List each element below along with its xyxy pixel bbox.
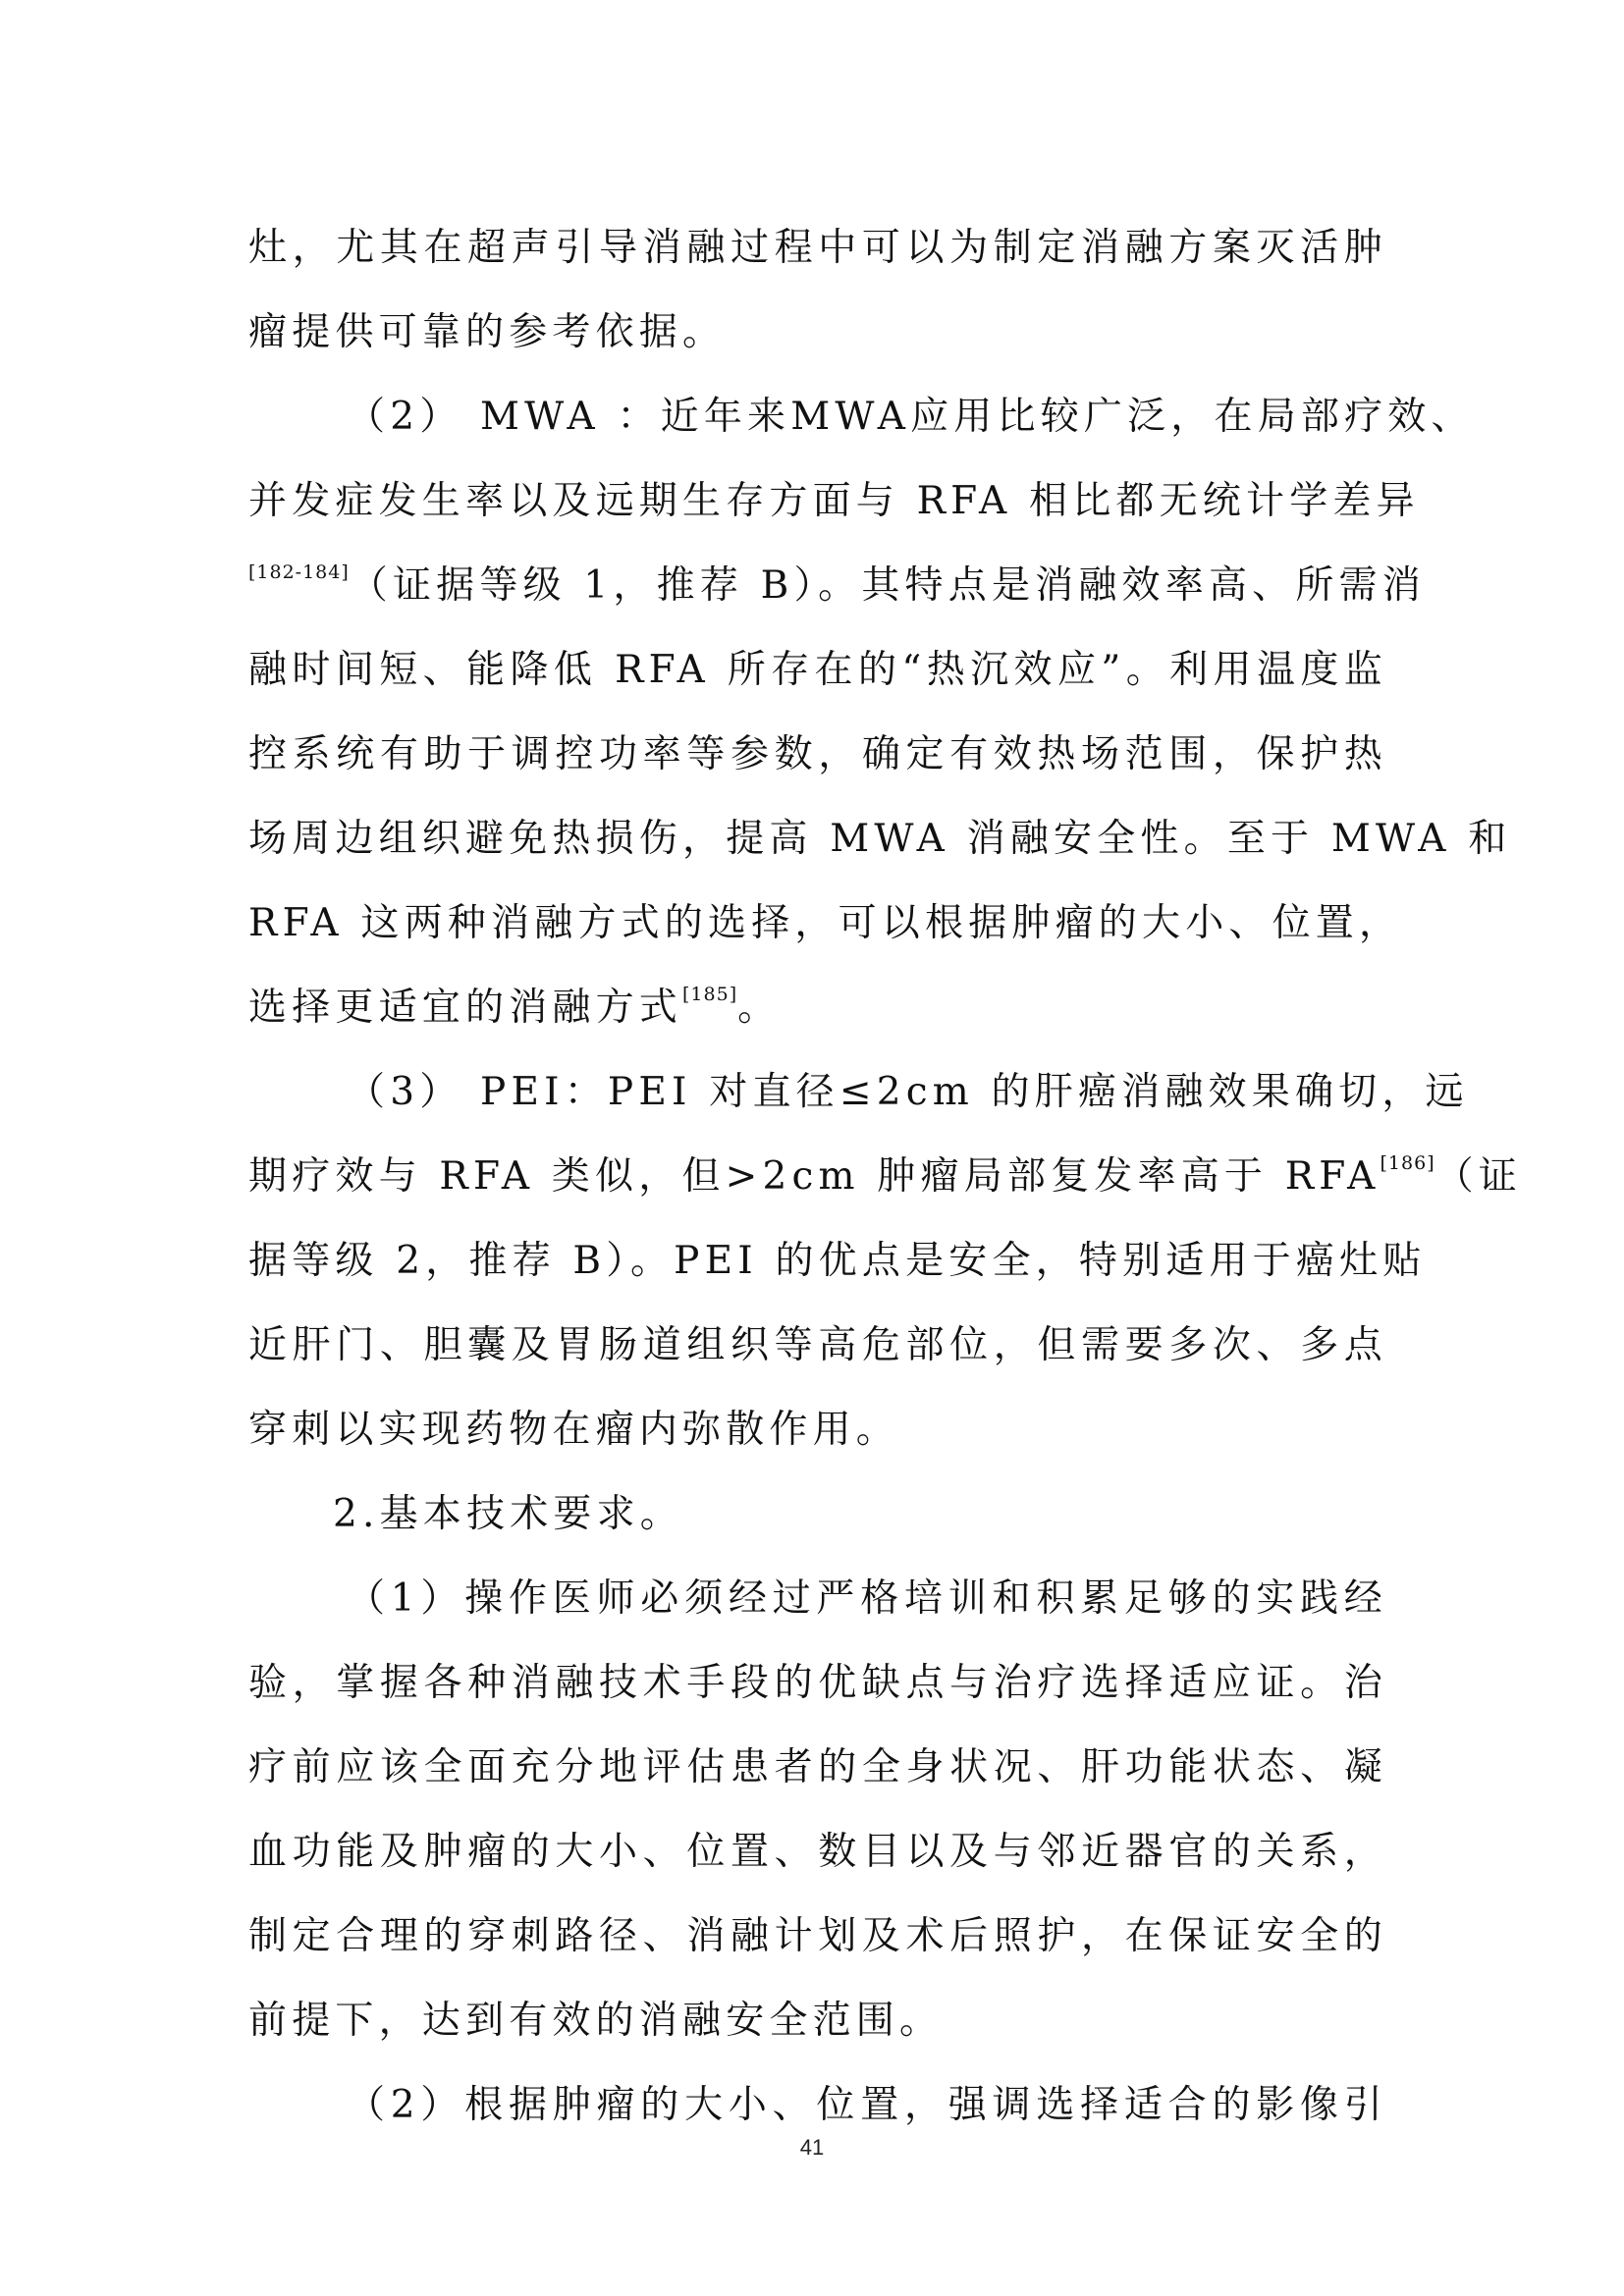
- text-line: （2）根据肿瘤的大小、位置，强调选择适合的影像引: [347, 2083, 1387, 2127]
- text-line: （3） PEI：PEI 对直径≤2cm 的肝癌消融效果确切，远: [347, 1070, 1469, 1114]
- text-line: 融时间短、能降低 RFA 所存在的“热沉效应”。利用温度监: [248, 648, 1387, 692]
- citation-superscript: [182-184]: [248, 561, 350, 583]
- text-line: 瘤提供可靠的参考依据。: [248, 310, 727, 354]
- section-heading: 2.基本技术要求。: [333, 1492, 684, 1536]
- text-line: 据等级 2，推荐 B）。PEI 的优点是安全，特别适用于癌灶贴: [248, 1239, 1427, 1283]
- page-number: 41: [799, 2135, 825, 2160]
- text-line: [182-184]（证据等级 1，推荐 B）。其特点是消融效率高、所需消: [248, 561, 1426, 608]
- text-line: 穿刺以实现药物在瘤内弥散作用。: [248, 1408, 900, 1452]
- text-line: 近肝门、胆囊及胃肠道组织等高危部位，但需要多次、多点: [248, 1323, 1387, 1367]
- body-text: [248, 206, 1523, 2148]
- citation-superscript: [185]: [682, 984, 738, 1005]
- text-line: （1）操作医师必须经过严格培训和积累足够的实践经: [347, 1576, 1387, 1621]
- text-line: 选择更适宜的消融方式[185]。: [248, 984, 782, 1030]
- citation-superscript: [186]: [1380, 1152, 1435, 1174]
- text-line: 疗前应该全面充分地评估患者的全身状况、肝功能状态、凝: [248, 1745, 1387, 1789]
- text-line: 灶，尤其在超声引导消融过程中可以为制定消融方案灭活肿: [248, 226, 1387, 270]
- text-line: 前提下，达到有效的消融安全范围。: [248, 1999, 944, 2043]
- text-line: 场周边组织避免热损伤，提高 MWA 消融安全性。至于 MWA 和: [248, 817, 1512, 861]
- text-line: RFA 这两种消融方式的选择，可以根据肿瘤的大小、位置，: [248, 901, 1403, 945]
- text-line: 验，掌握各种消融技术手段的优缺点与治疗选择适应证。治: [248, 1661, 1387, 1705]
- text-line: 制定合理的穿刺路径、消融计划及术后照护，在保证安全的: [248, 1914, 1387, 1958]
- text-line: 控系统有助于调控功率等参数，确定有效热场范围，保护热: [248, 732, 1387, 776]
- text-line: 血功能及肿瘤的大小、位置、数目以及与邻近器官的关系，: [248, 1830, 1387, 1874]
- text-line: 期疗效与 RFA 类似，但>2cm 肿瘤局部复发率高于 RFA[186]（证: [248, 1152, 1523, 1199]
- text-line: 并发症发生率以及远期生存方面与 RFA 相比都无统计学差异: [248, 479, 1420, 523]
- text-line: （2） MWA ：近年来MWA应用比较广泛，在局部疗效、: [347, 395, 1475, 439]
